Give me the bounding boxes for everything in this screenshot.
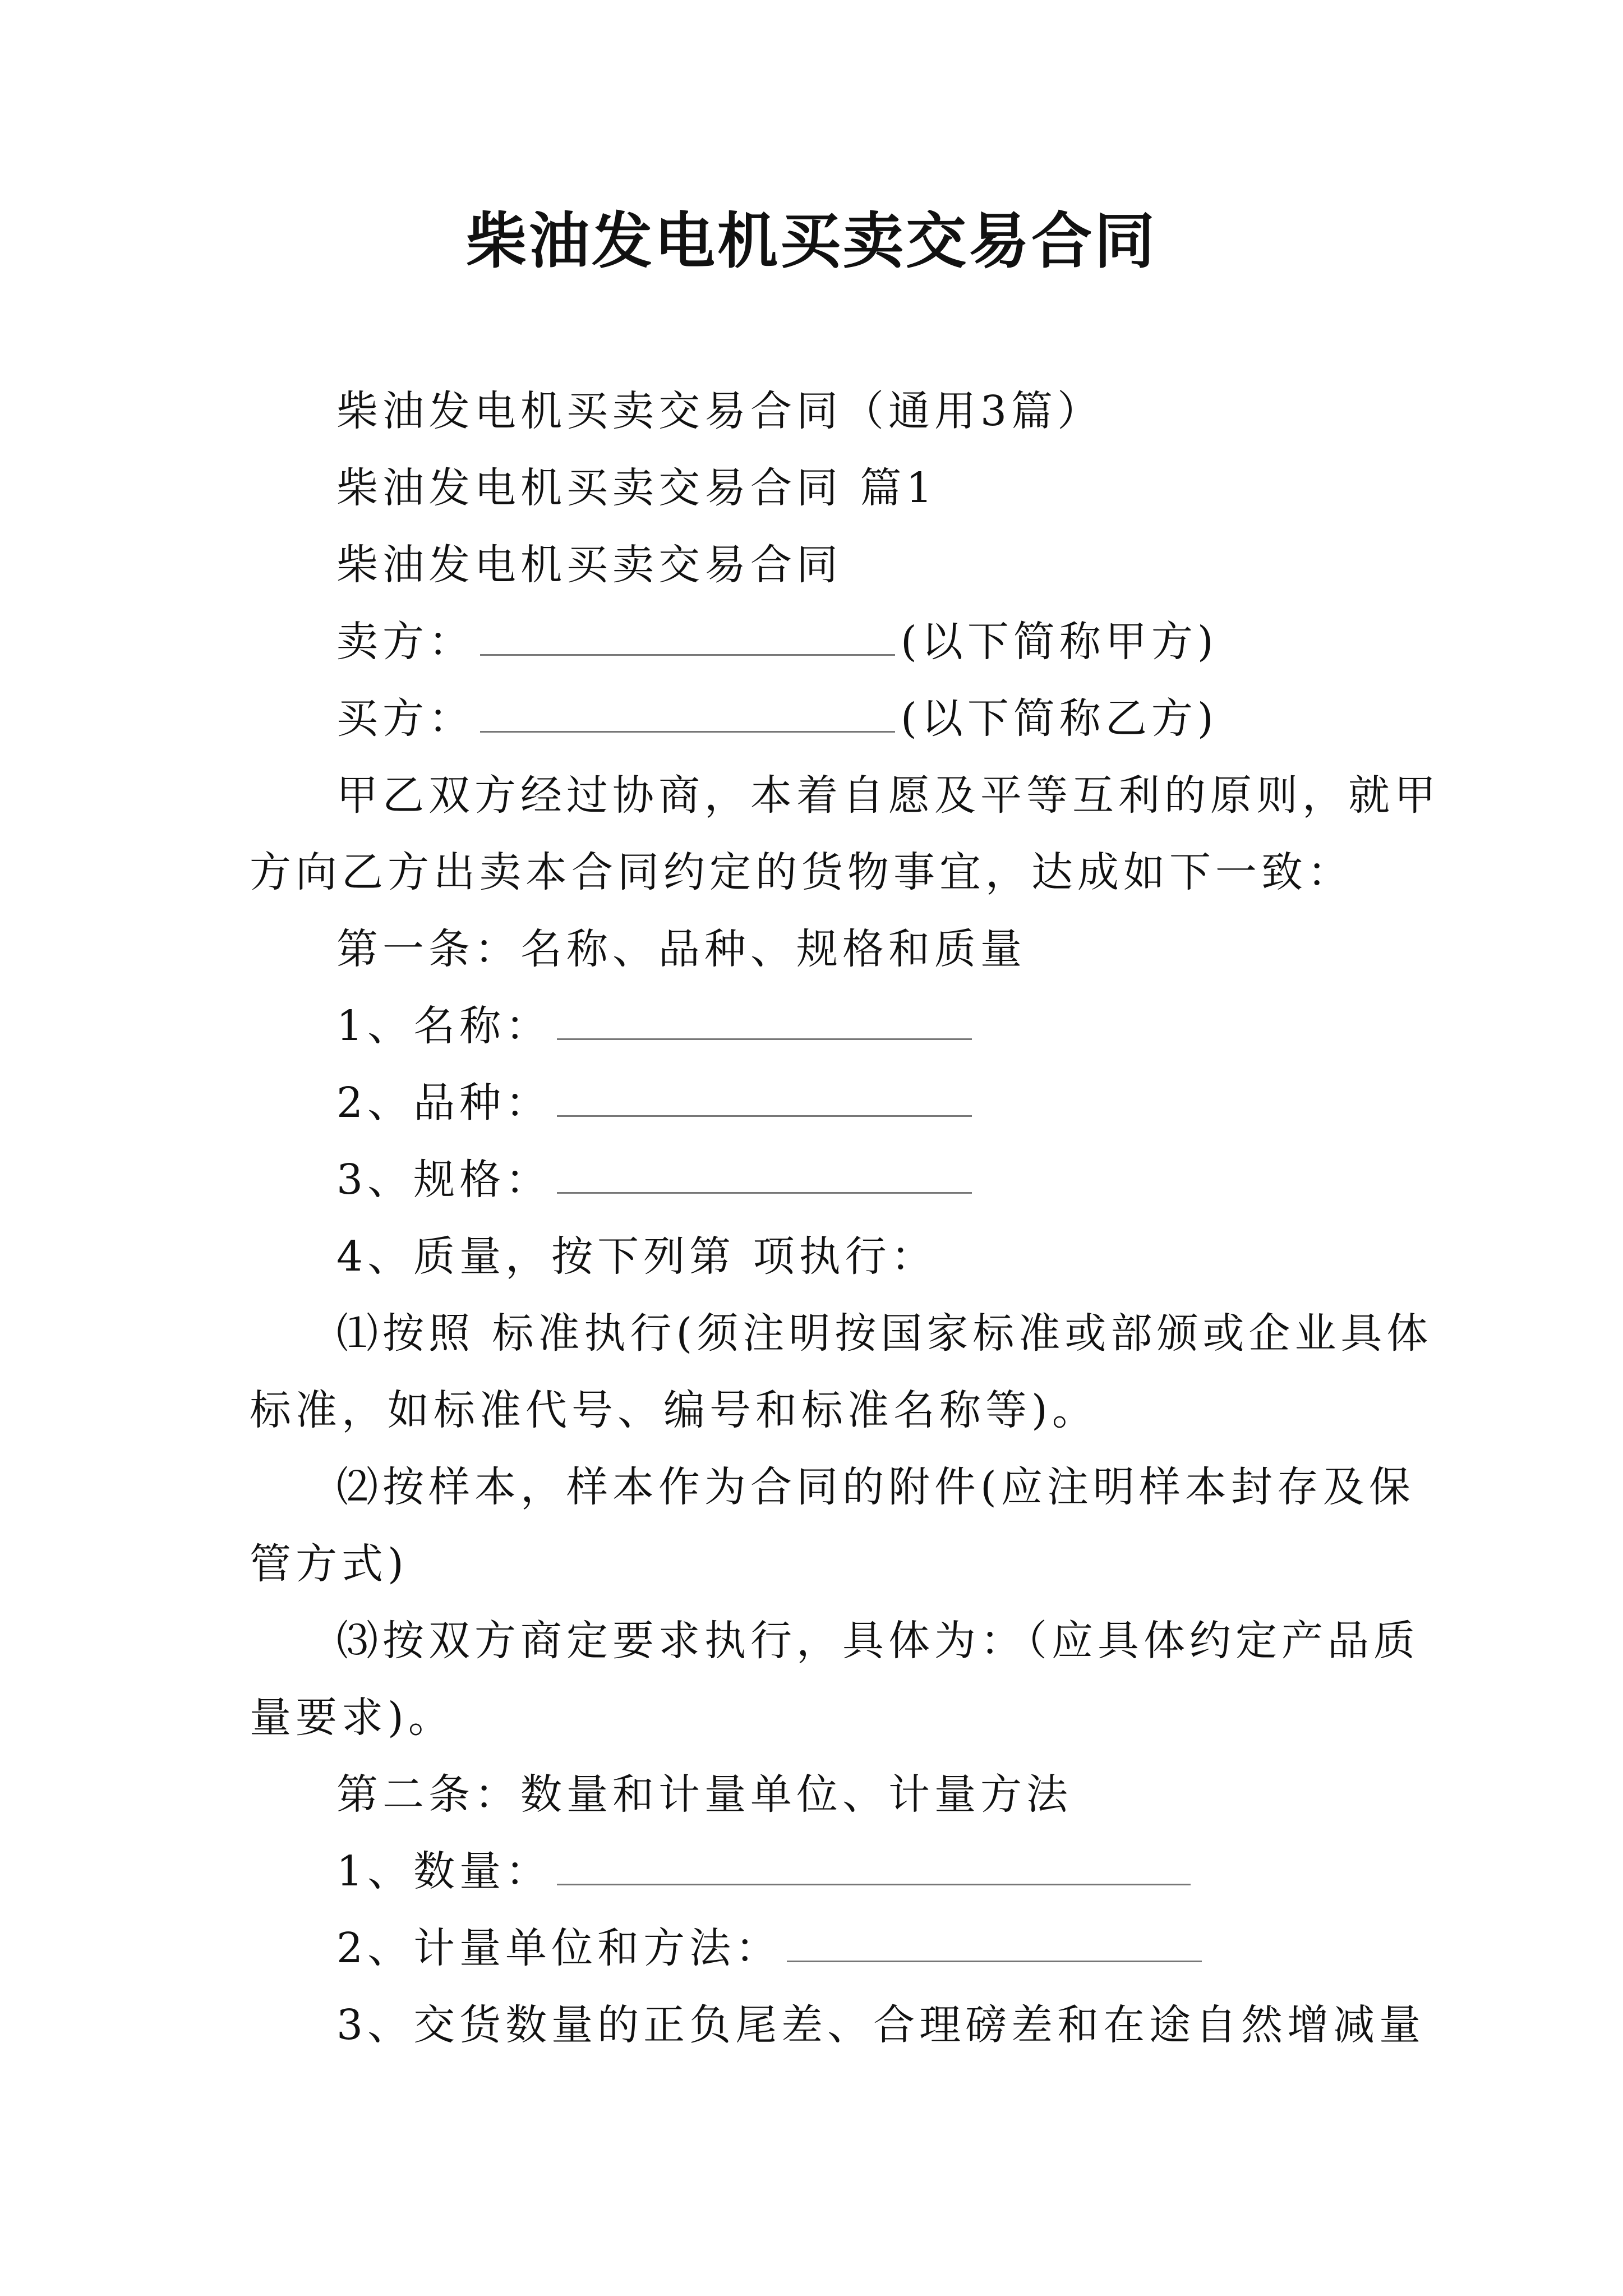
- article2-item3: 3、交货数量的正负尾差、合理磅差和在途自然增减量: [336, 2001, 1426, 2049]
- quality-item1-line1: ⑴按照 标准执行(须注明按国家标准或部颁或企业具体: [336, 1309, 1433, 1358]
- quality-item1-line2: 标准，如标准代号、编号和标准名称等)。: [250, 1386, 1098, 1434]
- quality-item2-line1: ⑵按样本，样本作为合同的附件(应注明样本封存及保: [336, 1463, 1415, 1511]
- quantity-line: [336, 1843, 1196, 1899]
- buyer-blank: [480, 692, 895, 733]
- unit-label: 2、计量单位和方法：: [336, 1924, 782, 1972]
- variety-label: 2、品种：: [336, 1079, 552, 1127]
- seller-label: 卖方：: [336, 618, 474, 666]
- seller-blank: [480, 615, 895, 656]
- contract-heading: 柴油发电机买卖交易合同: [336, 541, 842, 589]
- buyer-label: 买方：: [336, 694, 474, 743]
- variety-line: [336, 1075, 978, 1131]
- article2-heading: 第二条：数量和计量单位、计量方法: [336, 1770, 1072, 1819]
- name-line: [336, 998, 978, 1054]
- buyer-note: (以下简称乙方): [901, 694, 1218, 743]
- document-title: 柴油发电机买卖交易合同: [465, 206, 1157, 277]
- quantity-label: 1、数量：: [336, 1847, 552, 1895]
- intro-line-2: 方向乙方出卖本合同约定的货物事宜，达成如下一致：: [250, 848, 1353, 896]
- name-label: 1、名称：: [336, 1002, 552, 1050]
- intro-line-1: 甲乙双方经过协商，本着自愿及平等互利的原则，就甲: [336, 771, 1440, 820]
- quality-item2-line2: 管方式): [250, 1540, 408, 1588]
- quality-item3-line1: ⑶按双方商定要求执行，具体为：（应具体约定产品质: [336, 1617, 1419, 1665]
- quantity-blank: [557, 1844, 1191, 1885]
- name-blank: [557, 999, 972, 1040]
- quality-line: 4、质量，按下列第 项执行：: [336, 1232, 937, 1281]
- subtitle: 柴油发电机买卖交易合同（通用3篇）: [336, 387, 1104, 435]
- seller-note: (以下简称甲方): [901, 618, 1218, 666]
- part-heading: 柴油发电机买卖交易合同 篇1: [336, 464, 937, 512]
- unit-blank: [787, 1921, 1202, 1962]
- spec-label: 3、规格：: [336, 1156, 552, 1204]
- spec-blank: [557, 1153, 972, 1194]
- seller-line: [336, 614, 1218, 670]
- article1-heading: 第一条：名称、品种、规格和质量: [336, 925, 1026, 973]
- buyer-line: [336, 691, 1218, 747]
- unit-line: [336, 1920, 1207, 1976]
- variety-blank: [557, 1076, 972, 1117]
- spec-line: [336, 1152, 978, 1208]
- quality-item3-line2: 量要求)。: [250, 1694, 454, 1742]
